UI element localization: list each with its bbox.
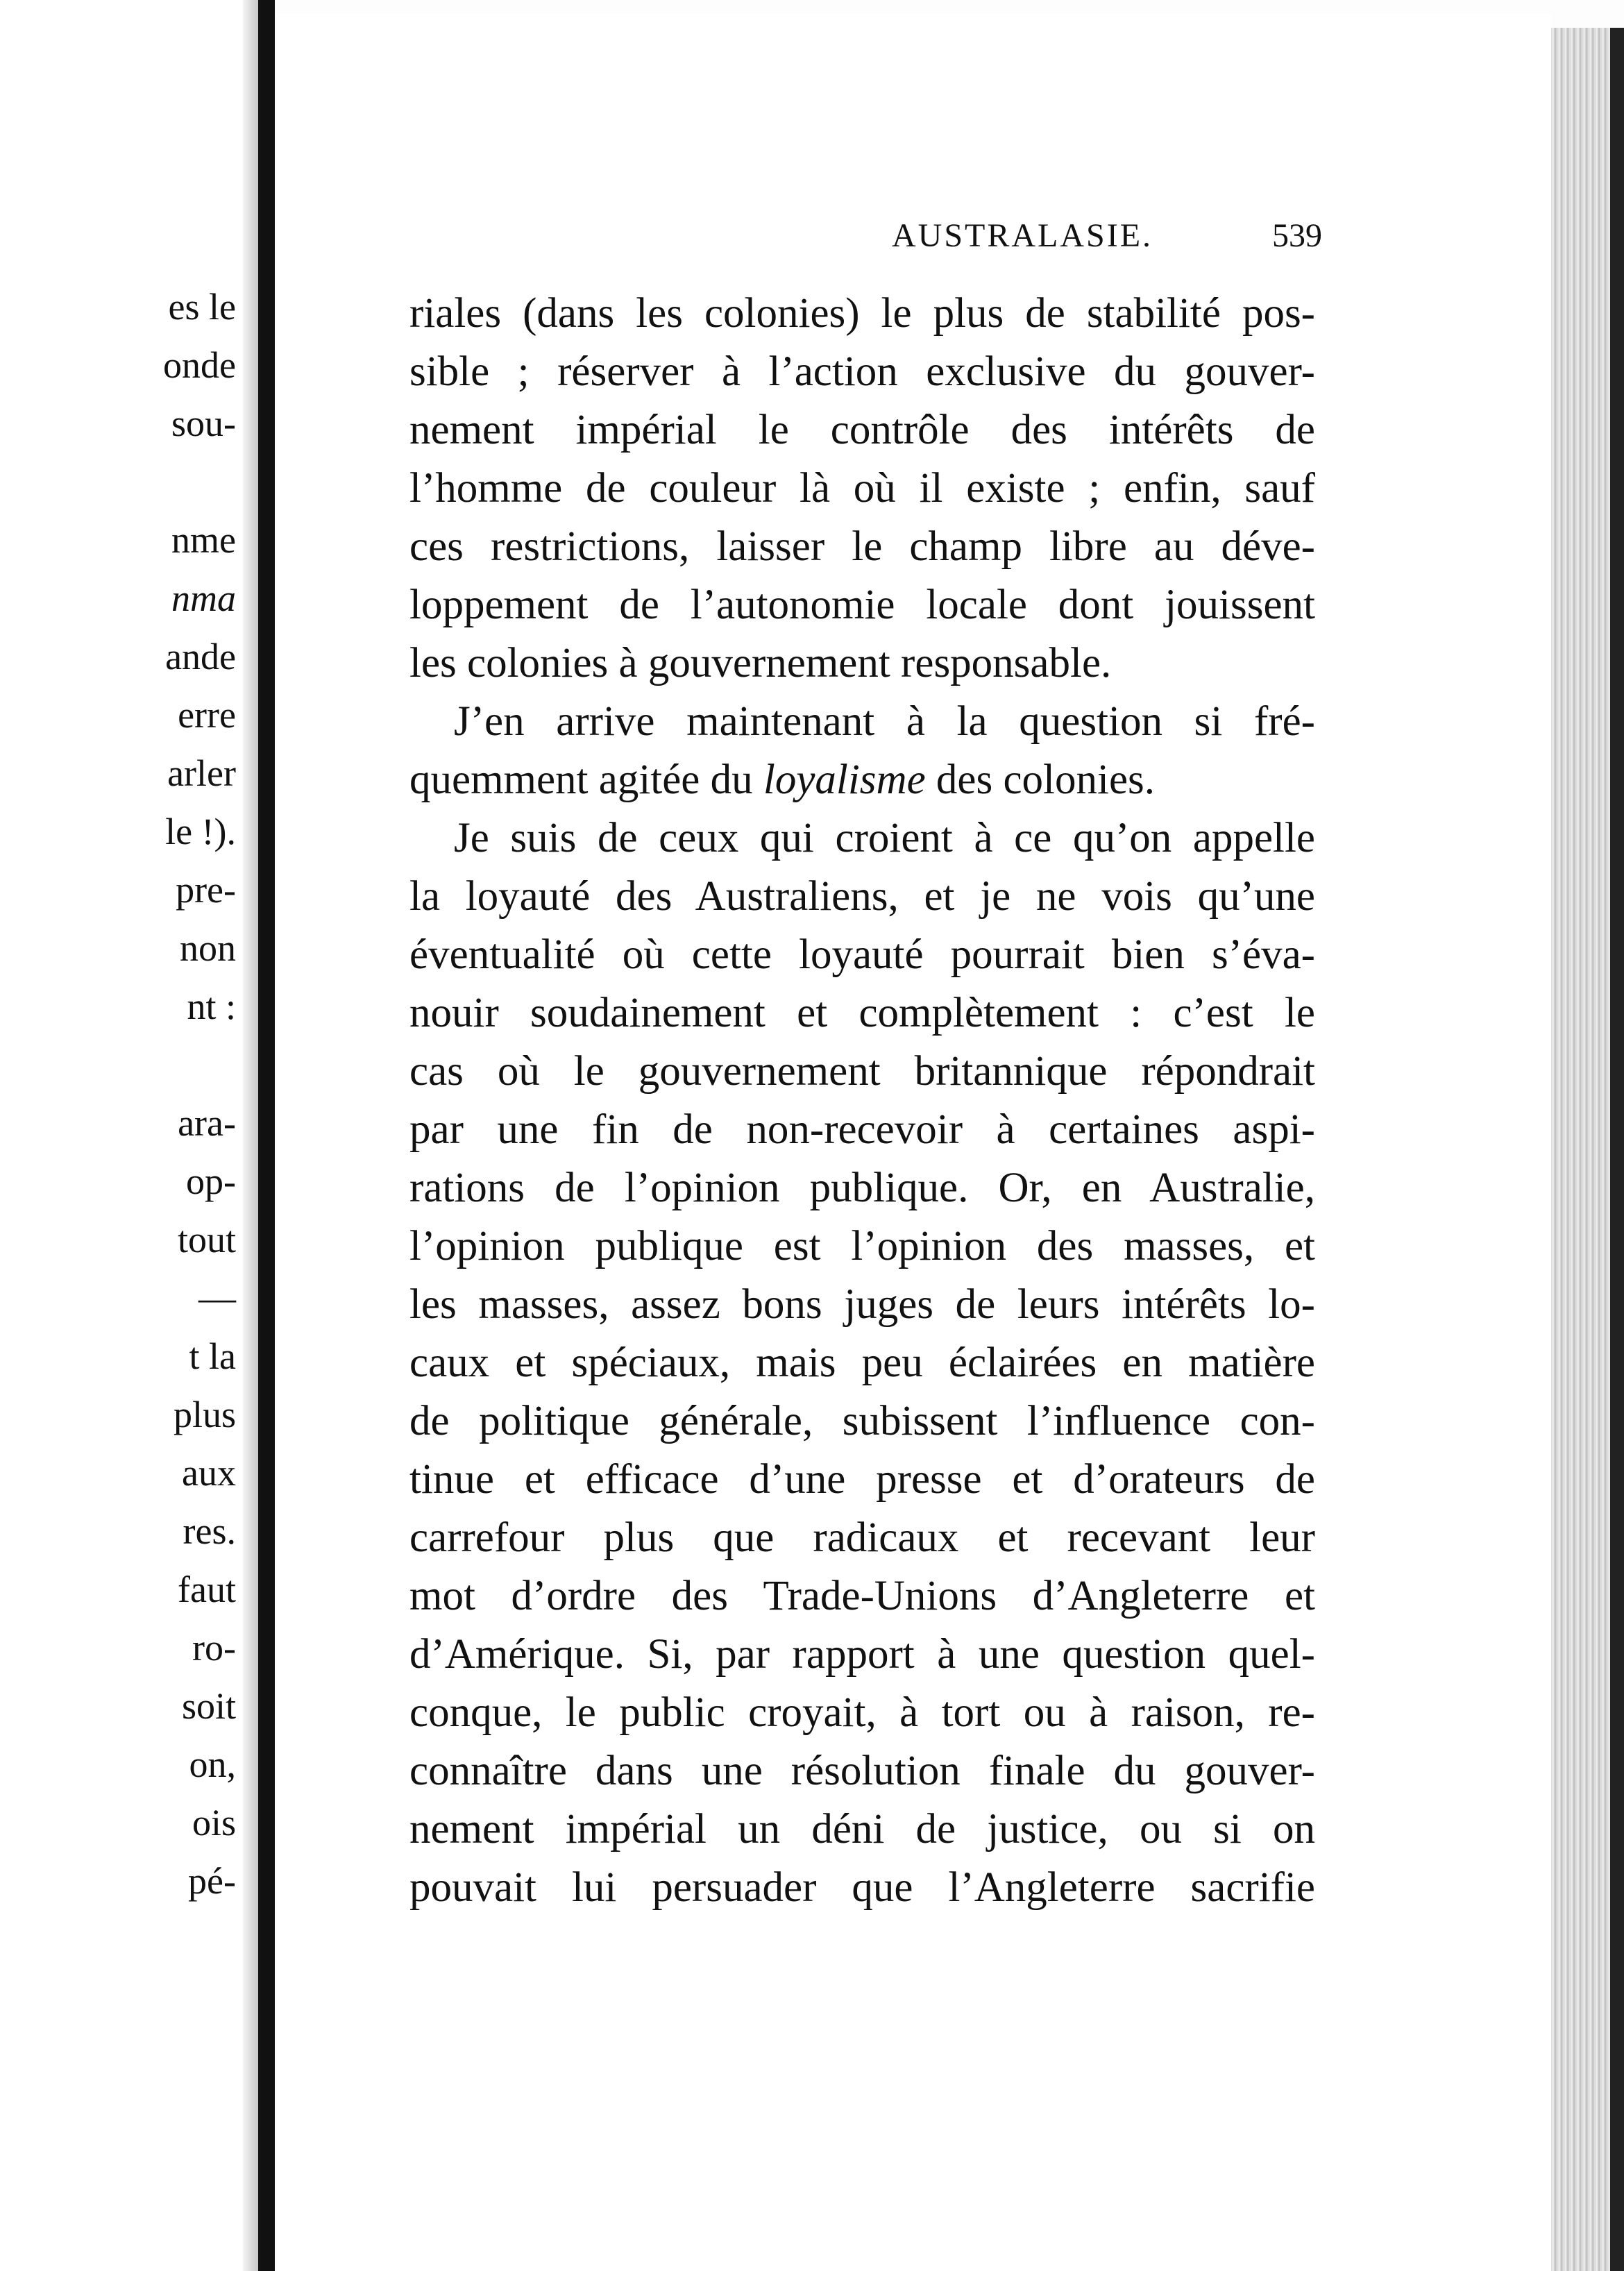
fragment-line: sou- <box>171 403 236 444</box>
fragment-line: pre- <box>176 869 236 911</box>
fragment-line: le !). <box>165 811 236 852</box>
fragment-line: faut <box>178 1569 236 1610</box>
fragment-line: tout <box>177 1219 236 1260</box>
fragment-line: ois <box>192 1802 236 1843</box>
text-line: par une fin de non-recevoir à certaines aspi- <box>409 1106 1315 1153</box>
fragment-line <box>69 1036 236 1094</box>
fragment-line: — <box>198 1277 236 1319</box>
fragment-line: nma <box>171 577 236 619</box>
text-line: riales (dans les colonies) le plus de stabilité pos- <box>409 290 1315 337</box>
fragment-line: ande <box>165 636 236 677</box>
italic-term: loyalisme <box>763 757 926 803</box>
page-number: 539 <box>1272 217 1322 254</box>
text-line: d’Amérique. Si, par rapport à une question quel- <box>409 1631 1315 1678</box>
fragment-line: onde <box>163 344 236 386</box>
text-line: nement impérial le contrôle des intérêts de <box>409 407 1315 453</box>
text-line: de politique générale, subissent l’influence con- <box>409 1398 1315 1444</box>
text-line: nement impérial un déni de justice, ou si on <box>409 1806 1315 1852</box>
scan-border <box>1610 28 1624 2271</box>
text-line: éventualité où cette loyauté pourrait bien s’éva- <box>409 931 1315 978</box>
running-title: AUSTRALASIE. <box>892 217 1153 254</box>
previous-page-edge <box>0 0 243 2271</box>
fragment-line: aux <box>182 1452 236 1494</box>
text-line: loppement de l’autonomie locale dont jouissent <box>409 582 1315 628</box>
gutter-shadow <box>243 0 258 2271</box>
book-gutter <box>258 0 275 2271</box>
fragment-line: arler <box>167 752 236 794</box>
text-line: tinue et efficace d’une presse et d’orateurs de <box>409 1456 1315 1503</box>
fragment-line: op- <box>186 1160 236 1202</box>
text-line: cas où le gouvernement britannique répondrait <box>409 1048 1315 1095</box>
fragment-line: ara- <box>178 1102 236 1144</box>
fragment-line: on, <box>189 1744 236 1785</box>
text-line: pouvait lui persuader que l’Angleterre sacrifie <box>409 1864 1315 1911</box>
fragment-line: plus <box>173 1394 236 1435</box>
text-line: les masses, assez bons juges de leurs intérêts lo- <box>409 1281 1315 1328</box>
previous-page-text-fragments <box>69 278 236 1910</box>
fragment-line: non <box>180 927 236 969</box>
text-line: conque, le public croyait, à tort ou à raison, re- <box>409 1689 1315 1736</box>
text-line: sible ; réserver à l’action exclusive du gouver- <box>409 348 1315 395</box>
text-run: des colonies. <box>925 757 1156 803</box>
fragment-line: erre <box>178 694 236 736</box>
fragment-line: pé- <box>188 1860 236 1902</box>
fragment-line: res. <box>183 1510 236 1552</box>
fragment-line: es le <box>168 286 236 328</box>
text-line: mot d’ordre des Trade-Unions d’Angleterre et <box>409 1573 1315 1619</box>
text-line: Je suis de ceux qui croient à ce qu’on appelle <box>454 815 1315 861</box>
text-line: l’homme de couleur là où il existe ; enfin, sauf <box>409 465 1315 512</box>
text-line: la loyauté des Australiens, et je ne vois qu’une <box>409 873 1315 920</box>
fragment-line: ro- <box>192 1627 236 1669</box>
text-line: caux et spéciaux, mais peu éclairées en matière <box>409 1340 1315 1386</box>
text-line: J’en arrive maintenant à la question si fré- <box>454 698 1315 745</box>
fragment-line: t la <box>189 1335 236 1377</box>
text-line: ces restrictions, laisser le champ libre au déve- <box>409 523 1315 570</box>
fragment-line: nme <box>171 519 236 561</box>
fragment-line <box>69 453 236 511</box>
text-line: les colonies à gouvernement responsable. <box>409 640 1112 686</box>
text-line: rations de l’opinion publique. Or, en Australie, <box>409 1165 1315 1211</box>
text-line: nouir soudainement et complètement : c’est le <box>409 990 1315 1036</box>
text-line-with-italic <box>409 751 1315 809</box>
text-run: quemment agitée du <box>409 757 763 803</box>
text-line: connaître dans une résolution finale du gouver- <box>409 1748 1315 1794</box>
fragment-line: nt : <box>187 986 236 1027</box>
text-line: l’opinion publique est l’opinion des masses, et <box>409 1223 1315 1269</box>
running-header <box>413 208 1350 264</box>
body-text <box>409 285 1315 1917</box>
text-line: carrefour plus que radicaux et recevant leur <box>409 1514 1315 1561</box>
fragment-line: soit <box>181 1685 236 1727</box>
